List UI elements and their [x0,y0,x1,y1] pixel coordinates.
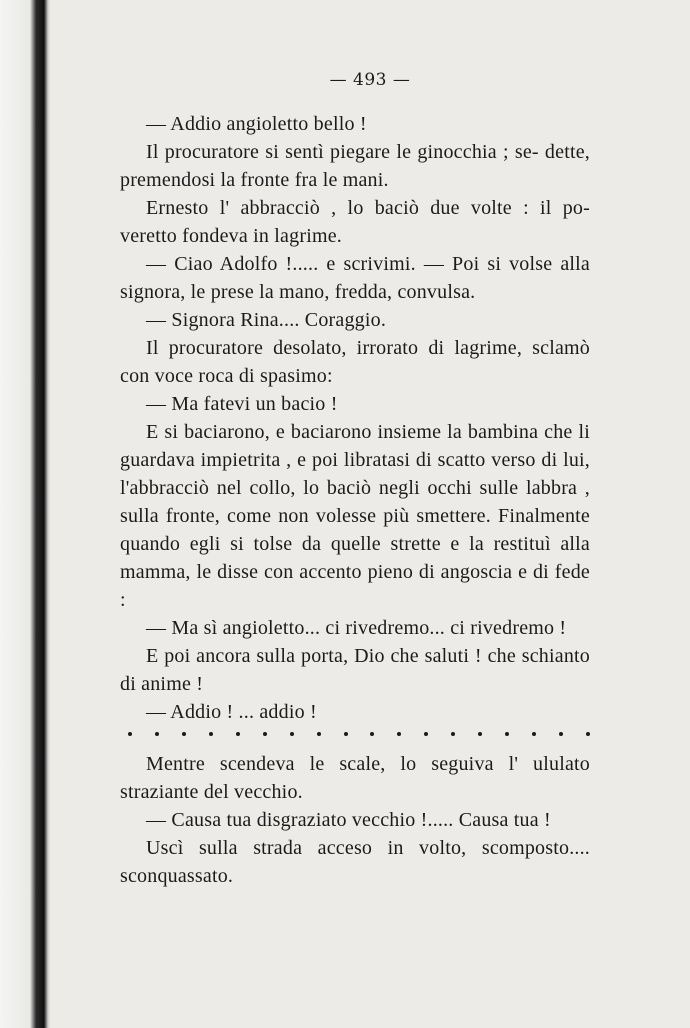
text-line: negli occhi sulle labbra , sulla fronte, come non [120,477,590,527]
paragraph [120,806,590,834]
paragraph [120,834,590,890]
paragraph [120,614,590,642]
separator-dot [155,732,159,736]
separator-dot [209,732,213,736]
body-text-continued [120,750,590,890]
text-line: E si baciarono, e baciarono insieme la bambina [146,421,539,443]
text-line: Il procuratore si sentì piegare le ginocchia ; se- [146,141,539,163]
text-line: Mentre scendeva le scale, lo seguiva l' ululato [146,753,590,775]
text-line: straziante del vecchio. [120,781,303,803]
separator-dot [478,732,482,736]
paragraph [120,250,590,306]
text-line: alla signora, le prese la mano, fredda, convulsa. [120,253,590,303]
separator-dot [344,732,348,736]
text-line: — Addio ! ... addio ! [146,701,317,723]
paragraph [120,334,590,390]
text-line: veretto fondeva in lagrime. [120,225,342,247]
separator-dot [370,732,374,736]
paragraph [120,418,590,614]
book-binding-edge [0,0,50,1028]
paragraph [120,698,590,726]
text-line: — Ma fatevi un bacio ! [146,393,338,415]
separator-dot [586,732,590,736]
text-line: Uscì sulla strada acceso in volto, scomposto.... [146,837,590,859]
separator-dot [182,732,186,736]
text-line: Il procuratore desolato, irrorato di lagrime, sclamò [146,337,590,359]
text-line: tolse da quelle strette e la restituì alla mamma, [120,533,591,583]
text-line: — Ma sì angioletto... ci rivedremo... ci rivedremo ! [146,617,567,639]
text-line: — Signora Rina.... Coraggio. [146,309,387,331]
separator-dot [505,732,509,736]
separator-dot [290,732,294,736]
book-page [120,70,590,890]
paragraph [120,194,590,250]
page-number: — 493 — [329,70,411,90]
text-line: dette, premendosi la fronte fra le mani. [120,141,590,191]
separator-dot [451,732,455,736]
text-line: Ernesto l' abbracciò , lo baciò due volte : il po- [146,197,590,219]
text-line: — Ciao Adolfo !..... e scrivimi. — Poi si volse [146,253,553,275]
text-line: — Causa tua disgraziato vecchio !..... Causa tua ! [146,809,551,831]
paragraph [120,306,590,334]
paragraph [120,750,590,806]
text-line: con voce roca di spasimo: [120,365,333,387]
text-line: le disse con accento pieno di angoscia e di fede : [120,561,590,611]
text-line: E poi ancora sulla porta, Dio che saluti ! che [146,645,516,667]
separator-dot [397,732,401,736]
separator-dot [317,732,321,736]
text-line: scatto verso di lui, l'abbracciò nel collo, lo baciò [120,449,591,499]
separator-dot [263,732,267,736]
separator-dot [532,732,536,736]
text-line: volesse più smettere. Finalmente quando egli si [120,505,590,555]
text-line: schianto di anime ! [120,645,590,695]
separator-dot [559,732,563,736]
separator-dot [128,732,132,736]
text-line: — Addio angioletto bello ! [146,113,367,135]
separator-dot [424,732,428,736]
text-line: che li guardava impietrita , e poi libratasi di [120,421,590,471]
paragraph [120,390,590,418]
body-text [120,110,590,726]
separator-dot [236,732,240,736]
paragraph [120,110,590,138]
ellipsis-separator [120,732,590,736]
paragraph [120,138,590,194]
text-line: sconquassato. [120,865,234,887]
paragraph [120,642,590,698]
